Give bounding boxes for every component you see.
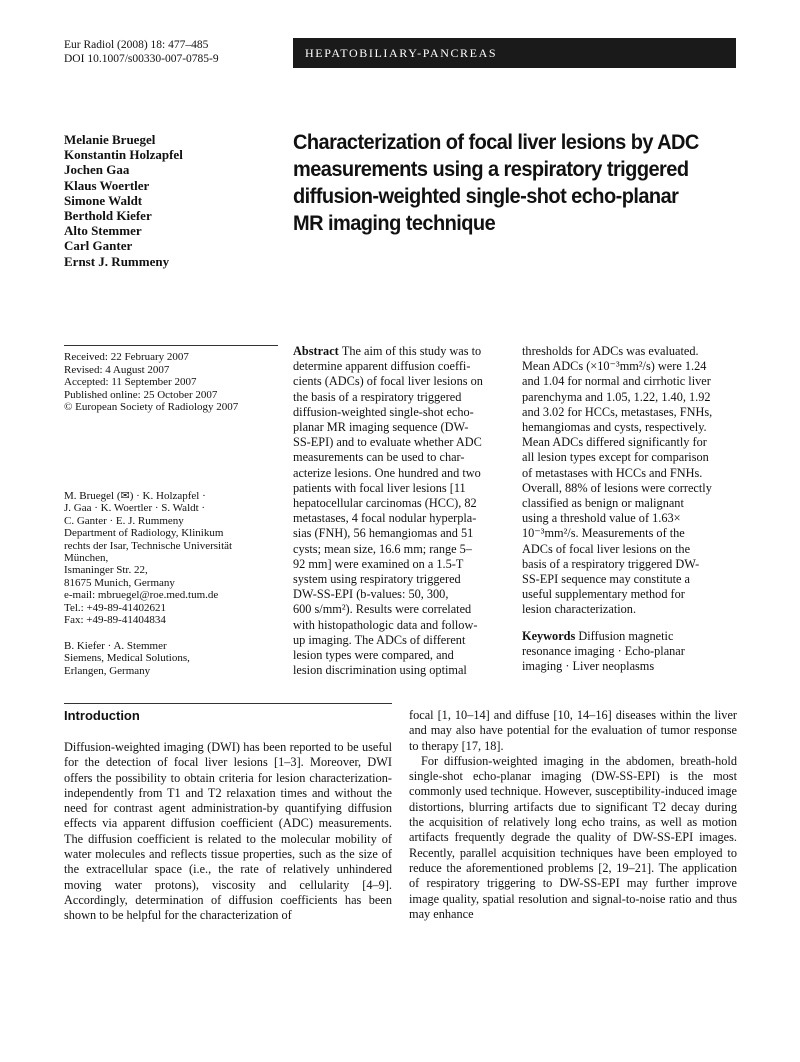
abstract-line: DW-SS-EPI (b-values: 50, 300, — [293, 587, 449, 602]
author-name: Konstantin Holzapfel — [64, 147, 183, 163]
abstract-line: determine apparent diffusion coeffi- — [293, 359, 471, 374]
affiliation-line: e-mail: mbruegel@roe.med.tum.de — [64, 589, 219, 602]
abstract-line: 10⁻³mm²/s. Measurements of the — [522, 526, 685, 541]
author-name: Simone Waldt — [64, 192, 143, 208]
keyword-line: resonance imaging · Echo-planar — [522, 643, 685, 658]
abstract-column-1 — [293, 344, 508, 678]
abstract-line: lesion characterization. — [522, 602, 637, 617]
abstract-line: up imaging. The ADCs of different — [293, 632, 466, 647]
affiliation-primary — [64, 490, 284, 626]
abstract-line: with histopathologic data and follow- — [293, 617, 478, 632]
divider — [64, 345, 278, 346]
section-banner: HEPATOBILIARY-PANCREAS — [293, 38, 736, 68]
abstract-line: cysts; mean size, 16.6 mm; range 5– — [293, 541, 472, 556]
abstract-line: classified as benign or malignant — [522, 496, 684, 511]
abstract-line: SS-EPI sequence may constitute a — [522, 572, 691, 587]
affiliation-line: Department of Radiology, Klinikum — [64, 527, 224, 540]
abstract-line: diffusion-weighted single-shot echo- — [293, 404, 474, 419]
article-title: Characterization of focal liver lesions by ADC measurements using a respiratory triggered diffusion-weighted single-shot echo-planar MR imaging technique — [293, 130, 699, 235]
article-history — [64, 351, 284, 414]
abstract-line: hemangiomas and cysts, respectively. — [522, 420, 707, 435]
abstract-line: and 3.02 for HCCs, metastases, FNHs, — [522, 404, 713, 419]
author-name: Alto Stemmer — [64, 223, 142, 239]
abstract-line: all lesion types except for comparison — [522, 450, 709, 465]
abstract-line: parenchyma and 1.05, 1.22, 1.40, 1.92 — [522, 389, 711, 404]
author-name: Carl Ganter — [64, 238, 133, 254]
affiliation-line: B. Kiefer · A. Stemmer — [64, 640, 167, 652]
abstract-line: SS-EPI) and to evaluate whether ADC — [293, 435, 482, 450]
keywords-label: Keywords — [522, 628, 576, 643]
affiliation-line: M. Bruegel (✉) · K. Holzapfel · — [64, 490, 206, 502]
affiliation-line: rechts der Isar, Technische Universität — [64, 539, 233, 552]
divider — [64, 703, 392, 704]
affiliation-line: 81675 Munich, Germany — [64, 576, 175, 589]
abstract-line: the basis of a respiratory triggered — [293, 389, 462, 404]
abstract-line: cients (ADCs) of focal liver lesions on — [293, 374, 483, 389]
abstract-line: Mean ADCs differed significantly for — [522, 435, 707, 450]
keyword-line: imaging · Liver neoplasms — [522, 659, 655, 674]
abstract-line: acterize lesions. One hundred and two — [293, 465, 481, 480]
abstract-line: and 1.04 for normal and cirrhotic liver — [522, 374, 711, 389]
intro-paragraph-1: Diffusion-weighted imaging (DWI) has been reported to be useful for the detection of focal liver lesions [1–3]. Moreover, DWI offers the possibility to obtain criteria for lesion characterization-independently from T1 and T2 relaxation times and without the need for contrast agent administration-by quantifying diffusion effects via apparent diffusion coefficient (ADC) measurements. The diffusion coefficient is related to the molecular mobility of water molecules and reflects tissue properties, such as the size of the extracellular space (i.e., the rate of relatively unhindered moving water protons), viscosity and cellularity [4–9]. Accordingly, determination of diffusion coefficients has been shown to be helpful for the characterization of — [64, 740, 392, 923]
history-line: Accepted: 11 September 2007 — [64, 376, 197, 388]
abstract-line: ADCs of focal liver lesions on the — [522, 541, 691, 556]
history-line: © European Society of Radiology 2007 — [64, 401, 239, 413]
intro-paragraph-2: focal [1, 10–14] and diffuse [10, 14–16] diseases within the liver and may also have potential for the evaluation of tumor response to therapy [17, 18]. — [409, 708, 737, 753]
abstract-line: Overall, 88% of lesions were correctly — [522, 480, 712, 495]
intro-column-right — [409, 708, 737, 922]
affiliation-line: Fax: +49-89-41404834 — [64, 614, 166, 627]
abstract-line: using a threshold value of 1.63× — [522, 511, 681, 526]
abstract-line: thresholds for ADCs was evaluated. — [522, 344, 699, 358]
author-name: Klaus Woertler — [64, 177, 150, 193]
affiliation-line: Erlangen, Germany — [64, 664, 151, 677]
abstract-line: planar MR imaging sequence (DW- — [293, 420, 469, 435]
section-heading-introduction: Introduction — [64, 708, 140, 723]
affiliation-line: Siemens, Medical Solutions, — [64, 652, 190, 665]
history-line: Published online: 25 October 2007 — [64, 388, 218, 401]
author-name: Ernst J. Rummeny — [64, 253, 170, 269]
affiliation-secondary — [64, 640, 284, 677]
affiliation-line: C. Ganter · E. J. Rummeny — [64, 514, 184, 527]
affiliation-line: Ismaninger Str. 22, — [64, 564, 148, 577]
abstract-line: lesion types were compared, and — [293, 648, 454, 663]
author-name: Jochen Gaa — [64, 162, 130, 178]
abstract-line: system using respiratory triggered — [293, 572, 461, 587]
affiliation-line: München, — [64, 552, 109, 565]
affiliation-line: J. Gaa · K. Woertler · S. Waldt · — [64, 502, 206, 515]
abstract-line: Mean ADCs (×10⁻³mm²/s) were 1.24 — [522, 359, 707, 374]
intro-paragraph-3: For diffusion-weighted imaging in the abdomen, breath-hold single-shot echo-planar imaging (DW-SS-EPI) is the most commonly used technique. However, susceptibility-induced image distortions, blurring artifacts due to significant T2 decay during the acquisition of relatively long echo trains, as well as motion artifacts frequently degrade the quality of DW-SS-EPI images. Recently, parallel acquisition techniques have been employed to reduce the aforementioned problems [2, 19–21]. The application of respiratory triggering to DW-SS-EPI may further improve image quality, spatial resolution and signal-to-noise ratio and thus may enhance — [409, 753, 737, 921]
author-name: Berthold Kiefer — [64, 208, 152, 224]
keywords — [522, 629, 737, 675]
abstract-line: sias (FNH), 56 hemangiomas and 51 — [293, 526, 474, 541]
journal-citation — [64, 38, 219, 66]
abstract-line: useful supplementary method for — [522, 587, 685, 602]
abstract-line: hepatocellular carcinomas (HCC), 82 — [293, 496, 477, 511]
history-line: Received: 22 February 2007 — [64, 351, 189, 363]
abstract-line: 600 s/mm²). Results were correlated — [293, 602, 472, 617]
history-line: Revised: 4 August 2007 — [64, 363, 170, 376]
affiliation-line: Tel.: +49-89-41402621 — [64, 601, 166, 614]
abstract-column-2 — [522, 344, 737, 674]
abstract-line: measurements can be used to char- — [293, 450, 465, 465]
abstract-line: metastases, 4 focal nodular hyperpla- — [293, 511, 477, 526]
journal-volume: Eur Radiol (2008) 18: 477–485 — [64, 39, 209, 51]
abstract-line: 92 mm] were examined on a 1.5-T — [293, 556, 464, 571]
journal-doi: DOI 10.1007/s00330-007-0785-9 — [64, 53, 219, 65]
keyword-line: Keywords Diffusion magnetic — [522, 628, 674, 643]
abstract-label: Abstract — [293, 344, 342, 358]
abstract-line: lesion discrimination using optimal — [293, 663, 467, 678]
abstract-line: of metastases with HCCs and FNHs. — [522, 465, 703, 480]
abstract-line: patients with focal liver lesions [11 — [293, 480, 466, 495]
abstract-line: Abstract The aim of this study was to — [293, 344, 482, 358]
author-list — [64, 132, 284, 269]
abstract-line: basis of a respiratory triggered DW- — [522, 556, 700, 571]
author-name: Melanie Bruegel — [64, 132, 156, 147]
